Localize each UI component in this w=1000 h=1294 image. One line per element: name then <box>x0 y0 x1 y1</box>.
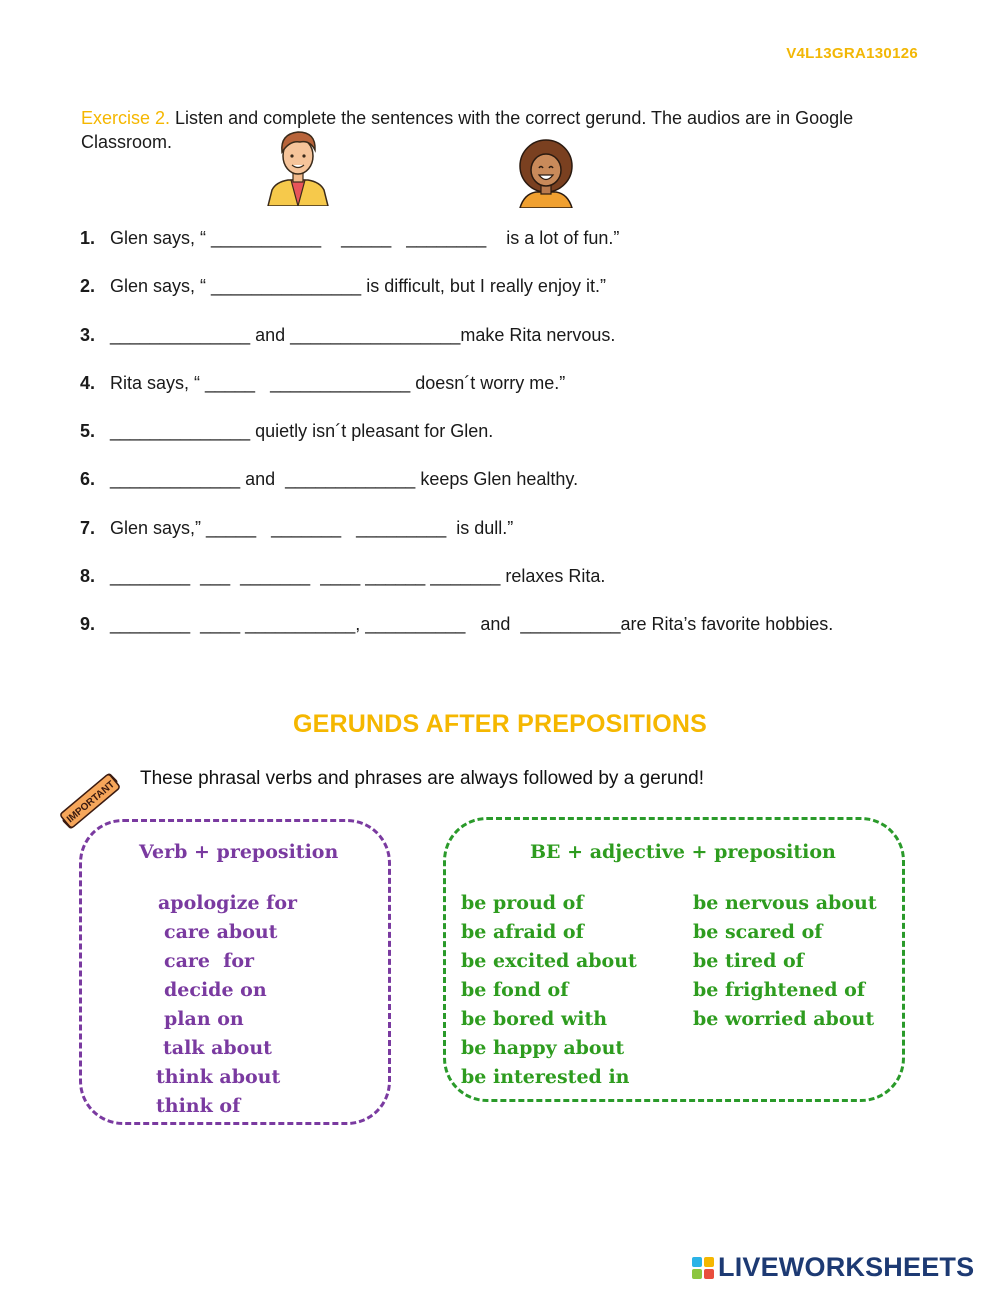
list-item: be afraid of <box>461 921 584 943</box>
list-item: be nervous about <box>693 892 877 914</box>
list-item: talk about <box>163 1037 272 1059</box>
list-item: 1. Glen says, “ ___________ _____ ________ is a lot of fun.” <box>80 226 880 250</box>
rita-avatar <box>514 138 578 208</box>
exercise-items <box>80 226 880 661</box>
badge-label: IMPORTANT <box>64 779 117 826</box>
list-item: plan on <box>164 1008 244 1030</box>
sentence-5: ______________ quietly isn´t pleasant for Glen. <box>110 421 494 442</box>
liveworksheets-logo[interactable] <box>692 1252 974 1283</box>
sentence-2: Glen says, “ _______________ is difficult, but I really enjoy it.” <box>110 276 606 297</box>
list-item: think about <box>156 1066 281 1088</box>
list-item: 4. Rita says, “ _____ ______________ doesn´t worry me.” <box>80 371 880 395</box>
list-item: be bored with <box>461 1008 608 1030</box>
list-item: be tired of <box>693 950 804 972</box>
brand-name: LIVEWORKSHEETS <box>718 1252 975 1282</box>
list-item: 6. _____________ and _____________ keeps Glen healthy. <box>80 467 880 491</box>
be-list-col1 <box>461 889 637 1092</box>
list-item: 7. Glen says,” _____ _______ _________ is dull.” <box>80 516 880 540</box>
sentence-7: Glen says,” _____ _______ _________ is dull.” <box>110 517 514 538</box>
list-item: be excited about <box>461 950 637 972</box>
list-item: be interested in <box>461 1066 630 1088</box>
list-item: 2. Glen says, “ _______________ is difficult, but I really enjoy it.” <box>80 274 880 298</box>
glen-avatar <box>264 128 332 206</box>
section-title: GERUNDS AFTER PREPOSITIONS <box>292 710 708 738</box>
verb-box-heading: Verb + preposition <box>139 841 339 863</box>
list-item: be worried about <box>693 1008 875 1030</box>
list-item: be scared of <box>693 921 823 943</box>
list-item: care about <box>164 921 278 943</box>
list-item: 8. ________ ___ _______ ____ ______ _______ relaxes Rita. <box>80 564 880 588</box>
list-item: be happy about <box>461 1037 625 1059</box>
list-item: decide on <box>164 979 267 1001</box>
list-item: be proud of <box>461 892 584 914</box>
be-list-col2 <box>693 889 877 1034</box>
list-item: 9. ________ ____ ___________, __________ and __________are Rita’s favorite hobbies. <box>80 612 880 636</box>
verb-list <box>152 889 297 1121</box>
sentence-1: Glen says, “ ___________ _____ ________ is a lot of fun.” <box>110 228 620 248</box>
list-item: be frightened of <box>693 979 866 1001</box>
list-item: 5. ______________ quietly isn´t pleasant for Glen. <box>80 419 880 443</box>
instruction-text: Listen and complete the sentences with the correct gerund. The audios are in Google Classroom. <box>81 108 854 152</box>
list-item: 3. ______________ and _________________make Rita nervous. <box>80 323 880 347</box>
exercise-instruction <box>81 106 921 154</box>
list-item: apologize for <box>158 892 298 914</box>
list-item: care for <box>164 950 255 972</box>
gerund-note: These phrasal verbs and phrases are always followed by a gerund! <box>140 768 704 789</box>
sentence-9: ________ ____ ___________, __________ and __________are Rita’s favorite hobbies. <box>110 614 834 635</box>
logo-mark-icon <box>692 1257 714 1279</box>
list-item: be fond of <box>461 979 569 1001</box>
sentence-8: ________ ___ _______ ____ ______ _______ relaxes Rita. <box>110 566 606 587</box>
worksheet-code: V4L13GRA130126 <box>786 45 918 62</box>
sentence-4: Rita says, “ _____ ______________ doesn´t worry me.” <box>110 372 566 393</box>
list-item: think of <box>156 1095 241 1117</box>
be-box-heading: BE + adjective + preposition <box>530 841 836 863</box>
sentence-3: ______________ and _________________make Rita nervous. <box>110 324 616 345</box>
sentence-6: _____________ and _____________ keeps Glen healthy. <box>110 469 579 490</box>
exercise-label: Exercise 2. <box>81 108 171 128</box>
